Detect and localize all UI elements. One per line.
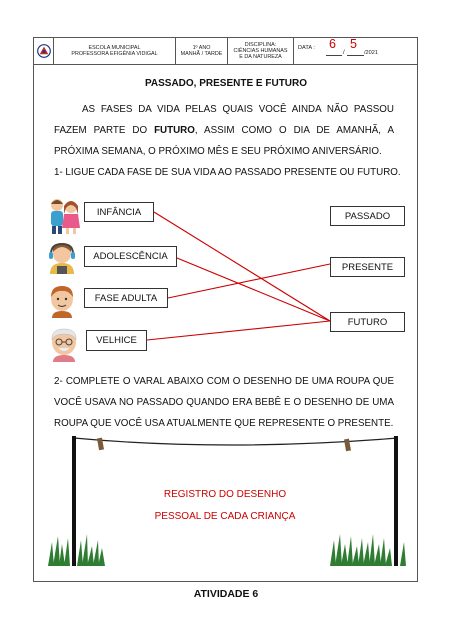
line-adulta-presente xyxy=(168,264,330,298)
line-velhice-futuro xyxy=(147,321,330,340)
phase-box-infancia[interactable]: INFÂNCIA xyxy=(84,202,154,222)
school-name-line2: PROFESSORA EFIGÊNIA VIDIGAL xyxy=(71,51,158,57)
clothesline-drawing xyxy=(40,430,410,570)
date-day-value: 6 xyxy=(329,37,336,51)
date-year: /2021 xyxy=(364,50,378,56)
school-name-line1: ESCOLA MUNICIPAL xyxy=(88,45,141,51)
intro-part1: AS FASES DA VIDA PELAS QUAIS VOCÊ AINDA NÃO PASSOU FAZEM PARTE DO xyxy=(54,104,394,136)
page-title: PASSADO, PRESENTE E FUTURO xyxy=(144,78,308,89)
date-slash-1: / xyxy=(343,50,345,56)
phase-box-velhice[interactable]: VELHICE xyxy=(86,330,147,351)
left-grass-icon xyxy=(48,534,105,566)
date-label: DATA : xyxy=(298,45,315,51)
left-pole xyxy=(72,436,76,566)
line-infancia-futuro xyxy=(154,212,330,321)
discipline-line2: CIÊNCIAS HUMANAS xyxy=(233,48,288,54)
time-box-passado[interactable]: PASSADO xyxy=(330,206,405,226)
right-pole xyxy=(394,436,398,566)
activity-footer: ATIVIDADE 6 xyxy=(193,588,259,600)
question-2: 2- COMPLETE O VARAL ABAIXO COM O DESENHO DE UMA ROUPA QUE VOCÊ USAVA NO PASSADO QUANDO ERA BEBÊ E O DESENHO DE UMA ROUPA QUE VOCÊ USA ATUALMENTE QUE REPRESENTE O PRESENTE. xyxy=(54,376,394,429)
drawing-note-line2: PESSOAL DE CADA CRIANÇA xyxy=(154,511,296,522)
time-box-futuro[interactable]: FUTURO xyxy=(330,312,405,332)
phase-box-adolescencia[interactable]: ADOLESCÊNCIA xyxy=(84,246,177,267)
right-clothespin xyxy=(344,439,351,452)
question-1: 1- LIGUE CADA FASE DE SUA VIDA AO PASSADO PRESENTE OU FUTURO. xyxy=(54,167,401,178)
phase-box-fase-adulta[interactable]: FASE ADULTA xyxy=(84,288,168,308)
shift-label: MANHÃ / TARDE xyxy=(180,51,223,57)
left-clothespin xyxy=(97,438,104,451)
grade-label: 1º ANO xyxy=(192,45,211,51)
discipline-line3: E DA NATUREZA xyxy=(239,54,282,60)
intro-bold-word: FUTURO xyxy=(154,125,195,136)
drawing-note-line1: REGISTRO DO DESENHO xyxy=(163,489,287,500)
date-month-value: 5 xyxy=(350,37,357,51)
line-adolescencia-futuro xyxy=(177,258,330,321)
discipline-line1: DISCIPLINA: xyxy=(244,42,277,48)
intro-part2: , ASSIM COMO O DIA DE AMANHÃ, A PRÓXIMA SEMANA, O PRÓXIMO MÊS E SEU PRÓXIMO ANIVERSÁRIO. xyxy=(54,125,395,157)
time-box-presente[interactable]: PRESENTE xyxy=(330,257,405,277)
